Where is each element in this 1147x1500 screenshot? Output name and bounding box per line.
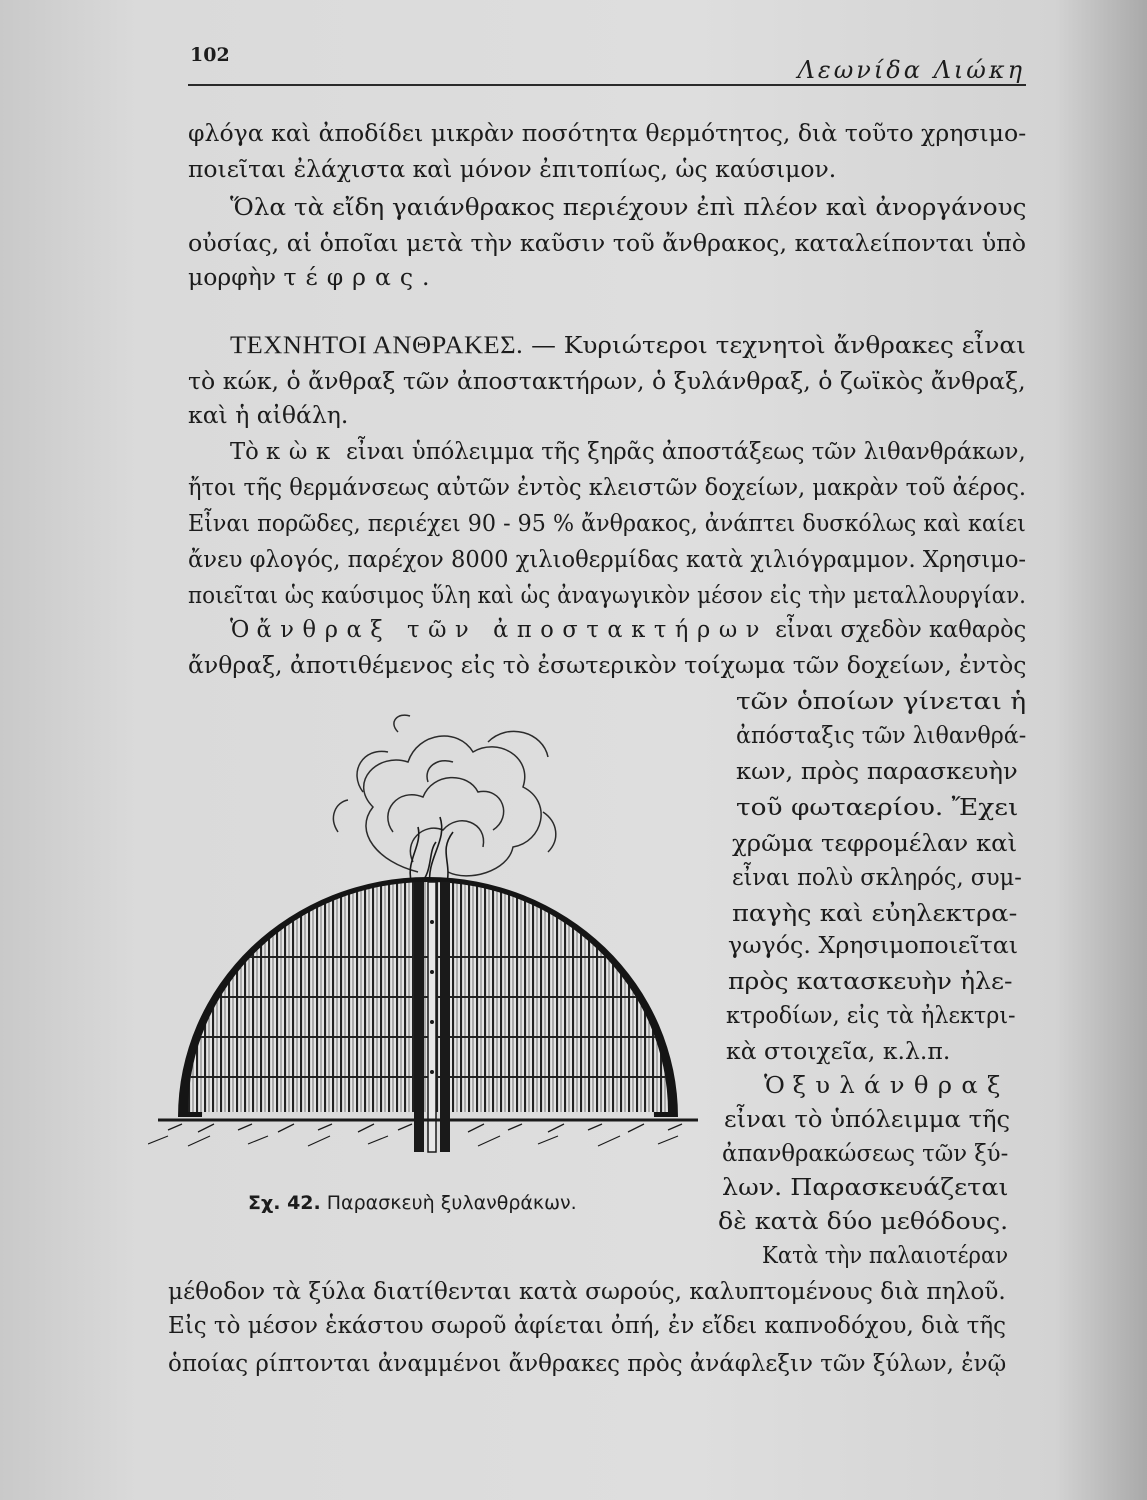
- text-line: ἀπανθρακώσεως τῶν ξύ-: [722, 1139, 1009, 1167]
- text-line: φλόγα καὶ ἀποδίδει μικρὰν ποσότητα θερμότητος, διὰ τοῦτο χρησιμο-: [188, 119, 1027, 147]
- text-line: Εἰς τὸ μέσον ἑκάστου σωροῦ ἀφίεται ὀπή, ἐν εἴδει καπνοδόχου, διὰ τῆς: [168, 1311, 1006, 1339]
- page-number: 102: [190, 44, 230, 66]
- smoke-icon: [333, 715, 555, 876]
- text-line: παγὴς καὶ εὐηλεκτρα-: [732, 899, 1018, 927]
- running-head: Λεωνίδα Λιώκη: [797, 56, 1025, 84]
- text-line: ὁποίας ρίπτονται ἀναμμένοι ἄνθρακες πρὸς ἀνάφλεξιν τῶν ξύλων, ἐνῷ: [168, 1349, 1007, 1377]
- text-line: τοῦ φωταερίου. Ἔχει: [736, 793, 1019, 821]
- flame-icon: [410, 817, 453, 887]
- text-line: τῶν ὁποίων γίνεται ἡ: [736, 687, 1027, 715]
- text-line: μέθοδον τὰ ξύλα διατίθενται κατὰ σωρούς, καλυπτομένους διὰ πηλοῦ.: [168, 1277, 1006, 1305]
- text-line: Εἶναι πορῶδες, περιέχει 90 - 95 % ἄνθρακος, ἀνάπτει δυσκόλως καὶ καίει: [188, 509, 1026, 537]
- text-line: καὶ ἡ αἰθάλη.: [188, 401, 349, 429]
- text-line: Κατὰ τὴν παλαιοτέραν: [762, 1241, 1009, 1269]
- text-line: εἶναι πολὺ σκληρός, συμ-: [732, 863, 1022, 891]
- text-line-spaced: Τὸ κὼκ εἶναι ὑπόλειμμα τῆς ξηρᾶς ἀποστάξεως τῶν λιθανθράκων,: [230, 437, 1026, 465]
- text-line: εἶναι τὸ ὑπόλειμμα τῆς: [724, 1105, 1011, 1133]
- text-line: γωγός. Χρησιμοποιεῖται: [728, 931, 1019, 959]
- text-line: ἀπόσταξις τῶν λιθανθρά-: [736, 721, 1027, 749]
- text-line: δὲ κατὰ δύο μεθόδους.: [718, 1207, 1009, 1235]
- text-line: κων, πρὸς παρασκευὴν: [736, 757, 1018, 785]
- charcoal-pile-illustration: [148, 712, 708, 1192]
- text-line: Ὅλα τὰ εἴδη γαιάνθρακος περιέχουν ἐπὶ πλέον καὶ ἀνοργάνους: [230, 193, 1027, 221]
- emphasis-spaced: ξυλάνθραξ: [792, 1071, 1010, 1099]
- text-line: ποιεῖται ἐλάχιστα καὶ μόνον ἐπιτοπίως, ὡς καύσιμον.: [188, 155, 837, 183]
- text-line: πρὸς κατασκευὴν ἠλε-: [728, 967, 1013, 995]
- text-line: ἄνθραξ, ἀποτιθέμενος εἰς τὸ ἐσωτερικὸν τοίχωμα τῶν δοχείων, ἐντὸς: [188, 651, 1027, 679]
- text-line-spaced: Ὁ ξυλάνθραξ: [764, 1071, 1010, 1099]
- figure-caption: Σχ. 42. Παρασκευὴ ξυλανθράκων.: [248, 1192, 577, 1214]
- emphasis-spaced: ἄνθραξ τῶν ἀποστακτήρων: [256, 615, 769, 643]
- text-line: κὰ στοιχεῖα, κ.λ.π.: [726, 1037, 951, 1065]
- section-heading-line: ΤΕΧΝΗΤΟΙ ΑΝΘΡΑΚΕΣ. — Κυριώτεροι τεχνητοὶ ἄνθρακες εἶναι: [230, 331, 1026, 359]
- text-line: λων. Παρασκευάζεται: [722, 1173, 1009, 1201]
- text-line: κτροδίων, εἰς τὰ ἠλεκτρι-: [726, 1001, 1016, 1029]
- text-line: χρῶμα τεφρομέλαν καὶ: [732, 829, 1018, 857]
- emphasis-spaced: τέφρας: [283, 263, 423, 291]
- section-heading: ΤΕΧΝΗΤΟΙ ΑΝΘΡΑΚΕΣ.: [230, 332, 524, 359]
- text-line: ἤτοι τῆς θερμάνσεως αὐτῶν ἐντὸς κλειστῶν δοχείων, μακρὰν τοῦ ἀέρος.: [188, 473, 1027, 501]
- text-line-spaced: Ὁ ἄνθραξ τῶν ἀποστακτήρων εἶναι σχεδὸν καθαρὸς: [230, 615, 1027, 643]
- text-line: τὸ κώκ, ὁ ἄνθραξ τῶν ἀποστακτήρων, ὁ ξυλάνθραξ, ὁ ζωϊκὸς ἄνθραξ,: [188, 367, 1026, 395]
- header-rule: [188, 84, 1026, 86]
- text-line: ποιεῖται ὡς καύσιμος ὕλη καὶ ὡς ἀναγωγικὸν μέσον εἰς τὴν μεταλλουργίαν.: [188, 581, 1026, 609]
- emphasis-spaced: κὼκ: [265, 437, 339, 465]
- figure-number: Σχ. 42.: [248, 1192, 321, 1214]
- chimney-poles: [414, 882, 450, 1152]
- text-line: οὐσίας, αἱ ὁποῖαι μετὰ τὴν καῦσιν τοῦ ἄνθρακος, καταλείπονται ὑπὸ: [188, 229, 1027, 257]
- text-line-spaced: μορφὴν τέφρας.: [188, 263, 430, 291]
- text-line: ἄνευ φλογός, παρέχον 8000 χιλιοθερμίδας κατὰ χιλιόγραμμον. Χρησιμο-: [188, 545, 1027, 573]
